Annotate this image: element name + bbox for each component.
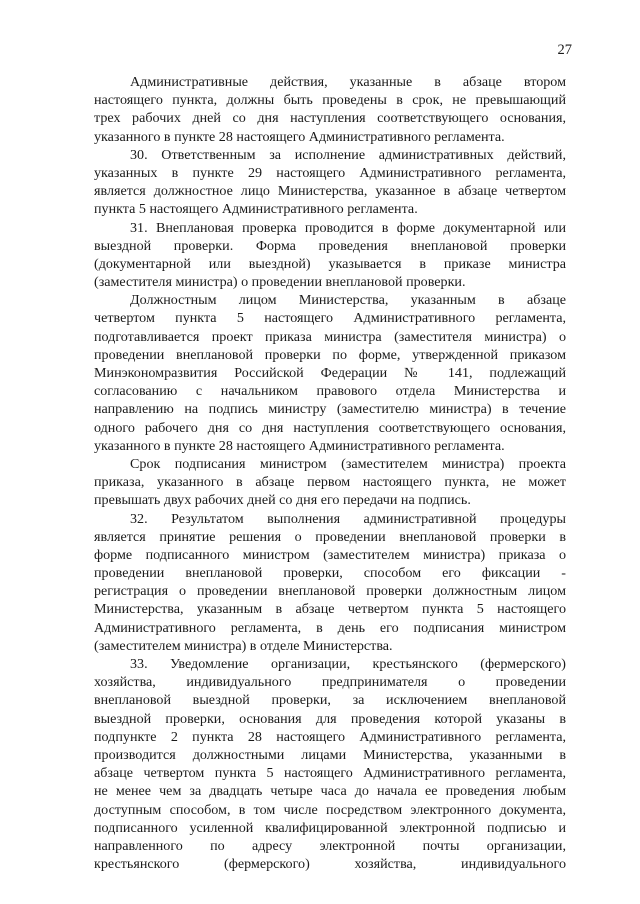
text-line: указанного в пункте 28 настоящего Административного регламента. — [94, 437, 505, 454]
text-line: настоящего пункта, должны быть проведены в срок, не превышающий — [94, 92, 566, 109]
text-line: 33. Уведомление организации, крестьянского (фермерского) — [130, 656, 566, 672]
text-line: подпункте 2 пункта 28 настоящего Административного регламента, — [94, 728, 566, 745]
text-line: направлению на подпись министру (заместителю министра) в течение — [94, 401, 566, 418]
text-line: Срок подписания министром (заместителем министра) проекта — [130, 455, 566, 472]
text-line: Министерства, указанным в абзаце четвертом пункта 5 настоящего — [94, 601, 566, 618]
text-line: проведении внеплановой проверки, способом его фиксации - — [94, 565, 566, 582]
text-line: внеплановой выездной проверки, за исключением внеплановой — [94, 692, 566, 709]
text-line: (заместителя министра) о проведении внеплановой проверки. — [94, 274, 466, 291]
text-line: трех рабочих дней со дня наступления соответствующего основания, — [94, 110, 566, 127]
text-line: Административные действия, указанные в абзаце втором — [130, 74, 566, 90]
text-line: является должностное лицо Министерства, указанное в абзаце четвертом — [94, 183, 566, 200]
text-line: подписанного усиленной квалифицированной электронной подписью и — [94, 819, 566, 836]
text-line: направленного по адресу электронной почты организации, — [94, 837, 566, 854]
text-line: подготавливается проект приказа министра (заместителя министра) о — [94, 328, 566, 345]
text-line: (заместителем министра) в отделе Министерства. — [94, 637, 393, 654]
text-line: 30. Ответственным за исполнение административных действий, — [130, 146, 566, 163]
text-line: доступным способом, в том числе посредством электронного документа, — [94, 801, 566, 818]
text-line: производится должностными лицами Министерства, указанными в — [94, 746, 566, 763]
text-line: является принятие решения о проведении внеплановой проверки в — [94, 528, 566, 545]
text-line: выездной проверки, основания для проведения которой указаны в — [94, 710, 566, 727]
text-line: 32. Результатом выполнения административной процедуры — [130, 510, 566, 527]
text-line: регистрация о проведении внеплановой проверки должностным лицом — [94, 583, 566, 600]
text-line: Должностным лицом Министерства, указанным в абзаце — [130, 292, 566, 309]
text-line: форме подписанного министром (заместителем министра) приказа о — [94, 546, 566, 563]
text-line: Минэкономразвития Российской Федерации № 141, подлежащий — [94, 365, 566, 381]
text-line: крестьянского (фермерского) хозяйства, индивидуального — [94, 856, 566, 873]
page-number: 27 — [557, 42, 572, 58]
text-line: приказа, указанного в абзаце первом настоящего пункта, не может — [94, 474, 566, 491]
text-line: абзаце четвертом пункта 5 настоящего Административного регламента, — [94, 765, 566, 782]
text-line: превышать двух рабочих дней со дня его передачи на подпись. — [94, 492, 471, 509]
text-line: Административного регламента, в день его подписания министром — [94, 619, 566, 636]
text-line: одного рабочего дня со дня наступления соответствующего основания, — [94, 419, 566, 436]
text-line: согласованию с начальником правового отдела Министерства и — [94, 383, 566, 400]
text-line: (документарной или выездной) указывается в приказе министра — [94, 255, 566, 272]
text-line: хозяйства, индивидуального предпринимателя о проведении — [94, 674, 566, 691]
text-line: проведении внеплановой проверки по форме, утвержденной приказом — [94, 346, 566, 363]
text-line: 31. Внеплановая проверка проводится в форме документарной или — [130, 219, 566, 236]
text-line: четвертом пункта 5 настоящего Административного регламента, — [94, 310, 566, 327]
text-line: указанного в пункте 28 настоящего Административного регламента. — [94, 128, 505, 145]
text-line: выездной проверки. Форма проведения внеплановой проверки — [94, 237, 566, 254]
text-line: указанных в пункте 29 настоящего Административного регламента, — [94, 164, 566, 181]
text-line: пункта 5 настоящего Административного регламента. — [94, 201, 418, 218]
document-body — [94, 73, 566, 873]
text-line: не менее чем за двадцать четыре часа до начала ее проведения любым — [94, 783, 566, 800]
